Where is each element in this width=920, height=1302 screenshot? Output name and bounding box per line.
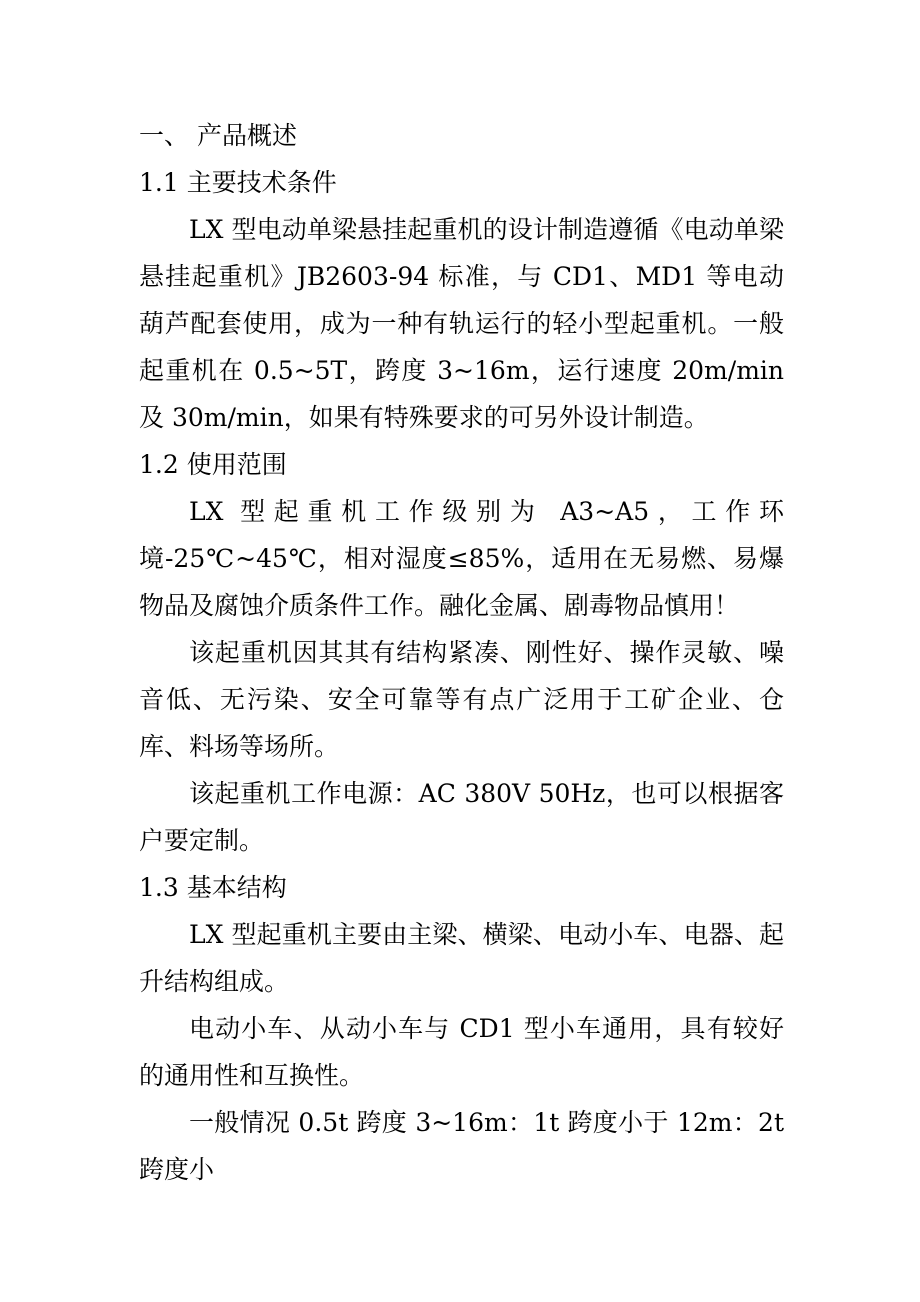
subsection-heading-technical-conditions: 1.1 主要技术条件 [139, 168, 337, 197]
paragraph-technical-conditions: LX 型电动单梁悬挂起重机的设计制造遵循《电动单梁悬挂起重机》JB2603-94 标准，与 CD1、MD1 等电动葫芦配套使用，成为一种有轨运行的轻小型起重机。一般起重机在 0.5~5T，跨度 3~16m，运行速度 20m/min 及 30m/min，如果有特殊要求的可另外设计制造。 [139, 215, 784, 432]
paragraph-trolley-compatibility: 电动小车、从动小车与 CD1 型小车通用，具有较好的通用性和互换性。 [139, 1014, 784, 1090]
subsection-heading-scope-of-use: 1.2 使用范围 [139, 450, 287, 479]
paragraph-applications: 该起重机因其其有结构紧凑、刚性好、操作灵敏、噪音低、无污染、安全可靠等有点广泛用于工矿企业、仓库、料场等场所。 [139, 638, 784, 761]
section-title: 一、 产品概述 [139, 121, 297, 150]
paragraph-power-supply: 该起重机工作电源：AC 380V 50Hz，也可以根据客户要定制。 [139, 779, 784, 855]
subsection-heading-basic-structure: 1.3 基本结构 [139, 873, 287, 902]
paragraph-working-class: LX 型起重机工作级别为 A3~A5，工作环境-25℃~45℃，相对湿度≤85%，适用在无易燃、易爆物品及腐蚀介质条件工作。融化金属、剧毒物品慎用！ [139, 497, 784, 620]
paragraph-span-limits: 一般情况 0.5t 跨度 3~16m：1t 跨度小于 12m：2t 跨度小 [139, 1108, 784, 1184]
paragraph-main-components: LX 型起重机主要由主梁、横梁、电动小车、电器、起升结构组成。 [139, 920, 784, 996]
document-body [139, 112, 784, 1193]
